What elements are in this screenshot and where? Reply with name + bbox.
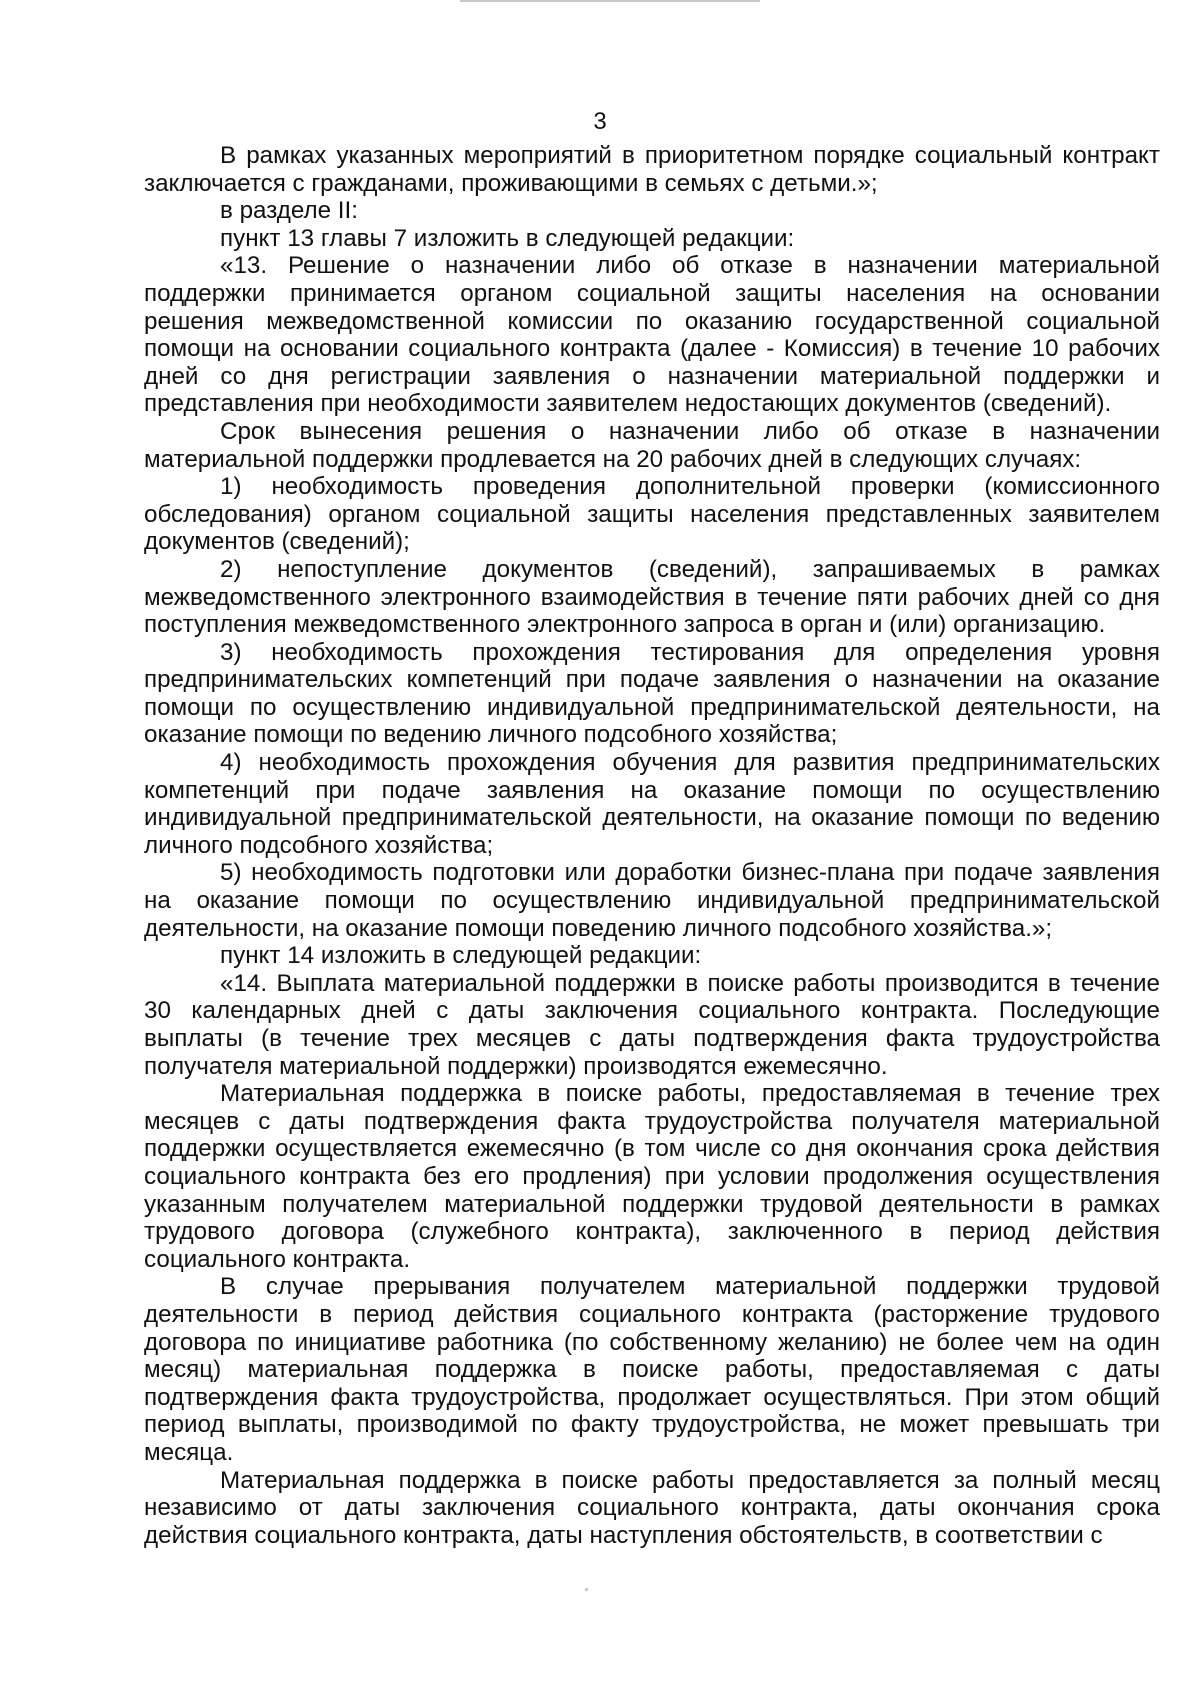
text-line: 3) необходимость прохождения тестирования для определения уровня	[220, 638, 1160, 666]
text-line: указанным получателем материальной поддержки трудовой деятельности в рамках	[144, 1190, 1160, 1218]
paragraph	[144, 418, 1160, 473]
paragraph	[144, 749, 1160, 859]
paragraph	[144, 859, 1160, 942]
text-line: представления при необходимости заявителем недостающих документов (сведений).	[144, 390, 1112, 418]
text-line: действия социального контракта, даты наступления обстоятельств, в соответствии с	[144, 1521, 1103, 1549]
text-line: в разделе II:	[220, 197, 358, 225]
paragraph	[144, 1080, 1160, 1273]
paragraph	[144, 970, 1160, 1080]
page-number: 3	[593, 108, 607, 135]
text-line: пункт 13 главы 7 изложить в следующей редакции:	[220, 224, 795, 252]
text-line: поддержки принимается органом социальной защиты населения на основании	[144, 279, 1160, 307]
text-line: поддержки осуществляется ежемесячно (в том числе со дня окончания срока действия	[144, 1135, 1160, 1163]
text-line: месяцев с даты подтверждения факта трудоустройства получателя материальной	[144, 1107, 1160, 1135]
paragraph	[144, 1467, 1160, 1550]
text-line: поступления межведомственного электронного запроса в орган и (или) организацию.	[144, 611, 1106, 639]
text-line: период выплаты, производимой по факту трудоустройства, не может превышать три	[144, 1411, 1160, 1439]
paragraph	[144, 473, 1160, 556]
text-line: договора по инициативе работника (по собственному желанию) не более чем на один	[144, 1328, 1160, 1356]
text-line: предпринимательских компетенций при подаче заявления о назначении на оказание	[144, 666, 1160, 694]
text-line: компетенций при подаче заявления на оказание помощи по осуществлению	[144, 776, 1160, 804]
paragraph	[144, 942, 1160, 970]
text-line: индивидуальной предпринимательской деятельности, на оказание помощи по ведению	[144, 804, 1160, 832]
text-line: социального контракта без его продления) при условии продолжения осуществления	[144, 1162, 1160, 1190]
text-line: Срок вынесения решения о назначении либо об отказе в назначении	[220, 417, 1160, 445]
text-line: 30 календарных дней с даты заключения социального контракта. Последующие	[144, 997, 1160, 1025]
text-line: В рамках указанных мероприятий в приоритетном порядке социальный контракт	[220, 142, 1160, 169]
text-line: трудового договора (служебного контракта), заключенного в период действия	[144, 1218, 1160, 1246]
text-line: деятельности, на оказание помощи поведению личного подсобного хозяйства.»;	[144, 914, 1053, 942]
text-line: «13. Решение о назначении либо об отказе в назначении материальной	[220, 252, 1160, 280]
text-line: оказание помощи по ведению личного подсобного хозяйства;	[144, 721, 838, 749]
text-line: материальной поддержки продлевается на 20 рабочих дней в следующих случаях:	[144, 445, 1082, 473]
paragraph	[144, 639, 1160, 749]
text-line: пункт 14 изложить в следующей редакции:	[220, 942, 702, 970]
paragraph	[144, 1273, 1160, 1466]
text-line: заключается с гражданами, проживающими в семьях с детьми.»;	[144, 169, 878, 197]
text-line: Материальная поддержка в поиске работы предоставляется за полный месяц	[220, 1466, 1160, 1494]
paragraph	[144, 225, 1160, 253]
text-line: личного подсобного хозяйства;	[144, 831, 494, 859]
text-line: подтверждения факта трудоустройства, продолжает осуществляться. При этом общий	[144, 1383, 1160, 1411]
text-line: 5) необходимость подготовки или доработки бизнес-плана при подаче заявления	[220, 859, 1160, 887]
document-body	[144, 142, 1160, 1549]
text-line: выплаты (в течение трех месяцев с даты подтверждения факта трудоустройства	[144, 1025, 1160, 1052]
text-line: обследования) органом социальной защиты населения представленных заявителем	[144, 500, 1160, 528]
text-line: месяца.	[144, 1438, 234, 1466]
text-line: дней со дня регистрации заявления о назначении материальной поддержки и	[144, 362, 1160, 390]
paragraph	[144, 252, 1160, 418]
text-line: получателя материальной поддержки) производятся ежемесячно.	[144, 1052, 888, 1080]
text-line: В случае прерывания получателем материальной поддержки трудовой	[220, 1273, 1160, 1301]
scan-artifact-bottom	[585, 1588, 588, 1591]
text-line: 1) необходимость проведения дополнительной проверки (комиссионного	[220, 473, 1160, 501]
text-line: помощи на основании социального контракта (далее - Комиссия) в течение 10 рабочих	[144, 335, 1160, 363]
text-line: на оказание помощи по осуществлению индивидуальной предпринимательской	[144, 887, 1160, 915]
paragraph	[144, 197, 1160, 225]
paragraph	[144, 556, 1160, 639]
text-line: независимо от даты заключения социального контракта, даты окончания срока	[144, 1494, 1160, 1522]
text-line: помощи по осуществлению индивидуальной предпринимательской деятельности, на	[144, 693, 1160, 721]
text-line: документов (сведений);	[144, 528, 410, 556]
text-line: 4) необходимость прохождения обучения для развития предпринимательских	[220, 749, 1160, 777]
text-line: межведомственного электронного взаимодействия в течение пяти рабочих дней со дня	[144, 583, 1160, 611]
text-line: месяц) материальная поддержка в поиске работы, предоставляемая с даты	[144, 1356, 1160, 1384]
text-line: Материальная поддержка в поиске работы, предоставляемая в течение трех	[220, 1080, 1160, 1108]
text-line: деятельности в период действия социального контракта (расторжение трудового	[144, 1300, 1160, 1328]
text-line: 2) непоступление документов (сведений), запрашиваемых в рамках	[220, 555, 1160, 583]
text-line: решения межведомственной комиссии по оказанию государственной социальной	[144, 307, 1160, 335]
paragraph	[144, 142, 1160, 197]
scan-artifact-top	[460, 0, 760, 2]
text-line: «14. Выплата материальной поддержки в поиске работы производится в течение	[220, 969, 1160, 997]
text-line: социального контракта.	[144, 1245, 411, 1273]
